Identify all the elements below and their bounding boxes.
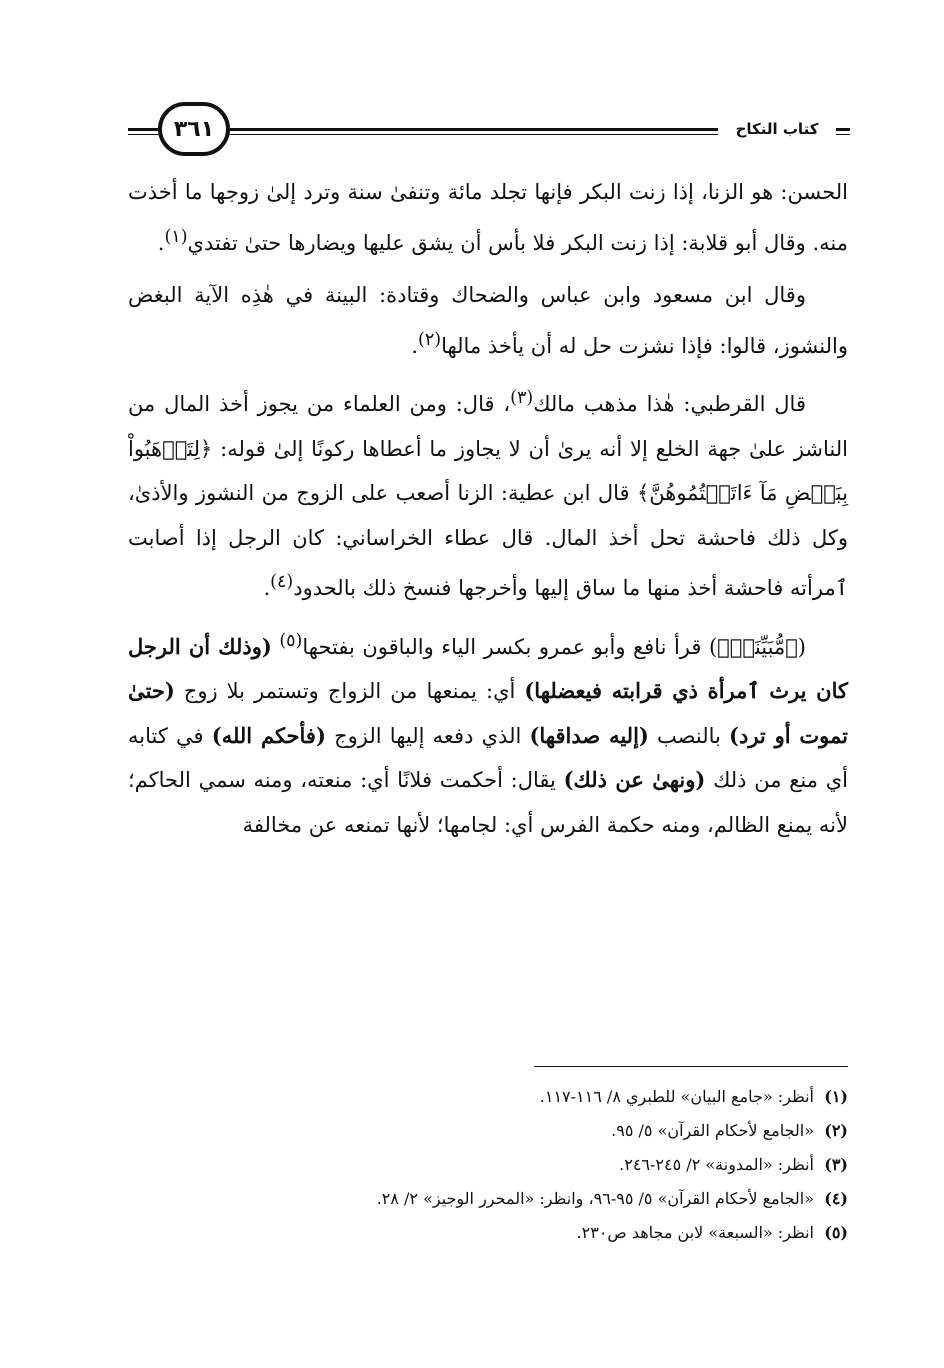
text-run: بالنصب [648,723,730,748]
header-rule [226,134,786,135]
text-run: وقال ابن مسعود وابن عباس والضحاك وقتادة: البينة في هٰذِه الآية البغض والنشوز، قالوا: فإذا نشزت حل له أن يأخذ مالها [128,283,848,358]
footnote-text: انظر: «السبعة» لابن مجاهد ص٢٣٠. [576,1223,814,1242]
footnote-text: أنظر: «جامع البيان» للطبري ٨/ ١١٦-١١٧. [539,1087,814,1106]
text-run: الذي دفعه إليها الزوج [325,723,530,748]
text-run: ، قال: ومن العلماء من يجوز أخذ المال من الناشز علىٰ جهة الخلع إلا أنه يرىٰ أن لا يجاوز ما أعطاها ركونًا إلىٰ قوله: ﴿لِتَذۡهَبُواْ بِبَعۡضِ مَآ ءَاتَيۡتُمُوهُنَّ﴾ قال ابن عطية: الزنا أصعب على الزوج من النشوز والأذىٰ، وكل ذلك فاحشة تحل أخذ المال. قال عطاء الخراساني: كان الرجل إذا أصابت ٱمرأته فاحشة أخذ منها ما ساق إليها وأخرجها فنسخ ذلك بالحدود [128,392,848,600]
footnote [180,1216,848,1250]
footnote-number: (٢) [824,1121,848,1140]
page-header [128,98,850,162]
text-run: في كتابه أي منع من ذلك [128,723,848,792]
footnote-separator [534,1066,848,1067]
footnote-number: (١) [824,1087,848,1106]
running-title: كتاب النكاح [718,120,836,138]
paragraph [128,376,848,611]
footnote-text: أنظر: «المدونة» ٢/ ٢٤٥-٢٤٦. [619,1155,814,1174]
footnote-number: (٥) [824,1223,848,1242]
footnotes [180,1080,848,1250]
footnote-ref: (١) [164,226,188,247]
footnote-text: «الجامع لأحكام القرآن» ٥/ ٩٥-٩٦، وانظر: «المحرر الوجيز» ٢/ ٢٨. [376,1189,814,1208]
text-run: (﴿مُّبَيِّنَةٖ﴾) قرأ نافع وأبو عمرو بكسر الياء والباقون بفتحها [302,634,806,659]
text-run: قال القرطبي: هٰذا مذهب مالك [533,392,806,416]
bold-run: (ونهىٰ عن ذلك) [563,767,706,792]
footnote-number: (٣) [824,1155,848,1174]
paragraph [128,170,848,265]
bold-run: (حتىٰ تموت أو ترد) [128,678,848,748]
footnote [180,1114,848,1148]
footnote-number: (٤) [824,1189,848,1208]
footnote [180,1080,848,1114]
text-run: . [157,230,165,255]
text-run: . [411,333,418,358]
footnote-ref: (٢) [418,329,442,350]
paragraph [128,273,848,368]
paragraph [128,619,848,848]
footnote-ref: (٥) [279,630,303,651]
text-run: يقال: أحكمت فلانًا أي: منعته، ومنه سمي الحاكم؛ لأنه يمنع الظالم، ومنه حكمة الفرس أي: لجامها؛ لأنها تمنعه عن مخالفة [128,768,848,837]
footnote-ref: (٤) [270,572,294,592]
main-text [128,170,848,847]
footnote-text: «الجامع لأحكام القرآن» ٥/ ٩٥. [611,1121,814,1140]
footnote-ref: (٣) [510,388,534,408]
text-run: . [263,576,271,600]
page-number: ٣٦١ [173,116,215,142]
footnote [180,1182,848,1216]
bold-run: (إليه صداقها) [529,722,649,748]
text-run: الحسن: هو الزنا، إذا زنت البكر فإنها تجلد مائة وتنفىٰ سنة وترد إلىٰ زوجها ما أخذت منه. وقال أبو قلابة: إذا زنت البكر فلا بأس أن يشق عليها ويضارها حتىٰ تفتدي [128,180,848,255]
header-rule [226,128,786,131]
footnote [180,1148,848,1182]
text-run: أي: يمنعها من الزواج وتستمر بلا زوج [174,679,525,703]
bold-run: (وذلك أن الرجل كان يرث ٱمرأة ذي قرابته فيعضلها) [128,633,848,703]
bold-run: (فأحكم الله) [211,722,326,748]
page-number-oval [158,102,230,156]
